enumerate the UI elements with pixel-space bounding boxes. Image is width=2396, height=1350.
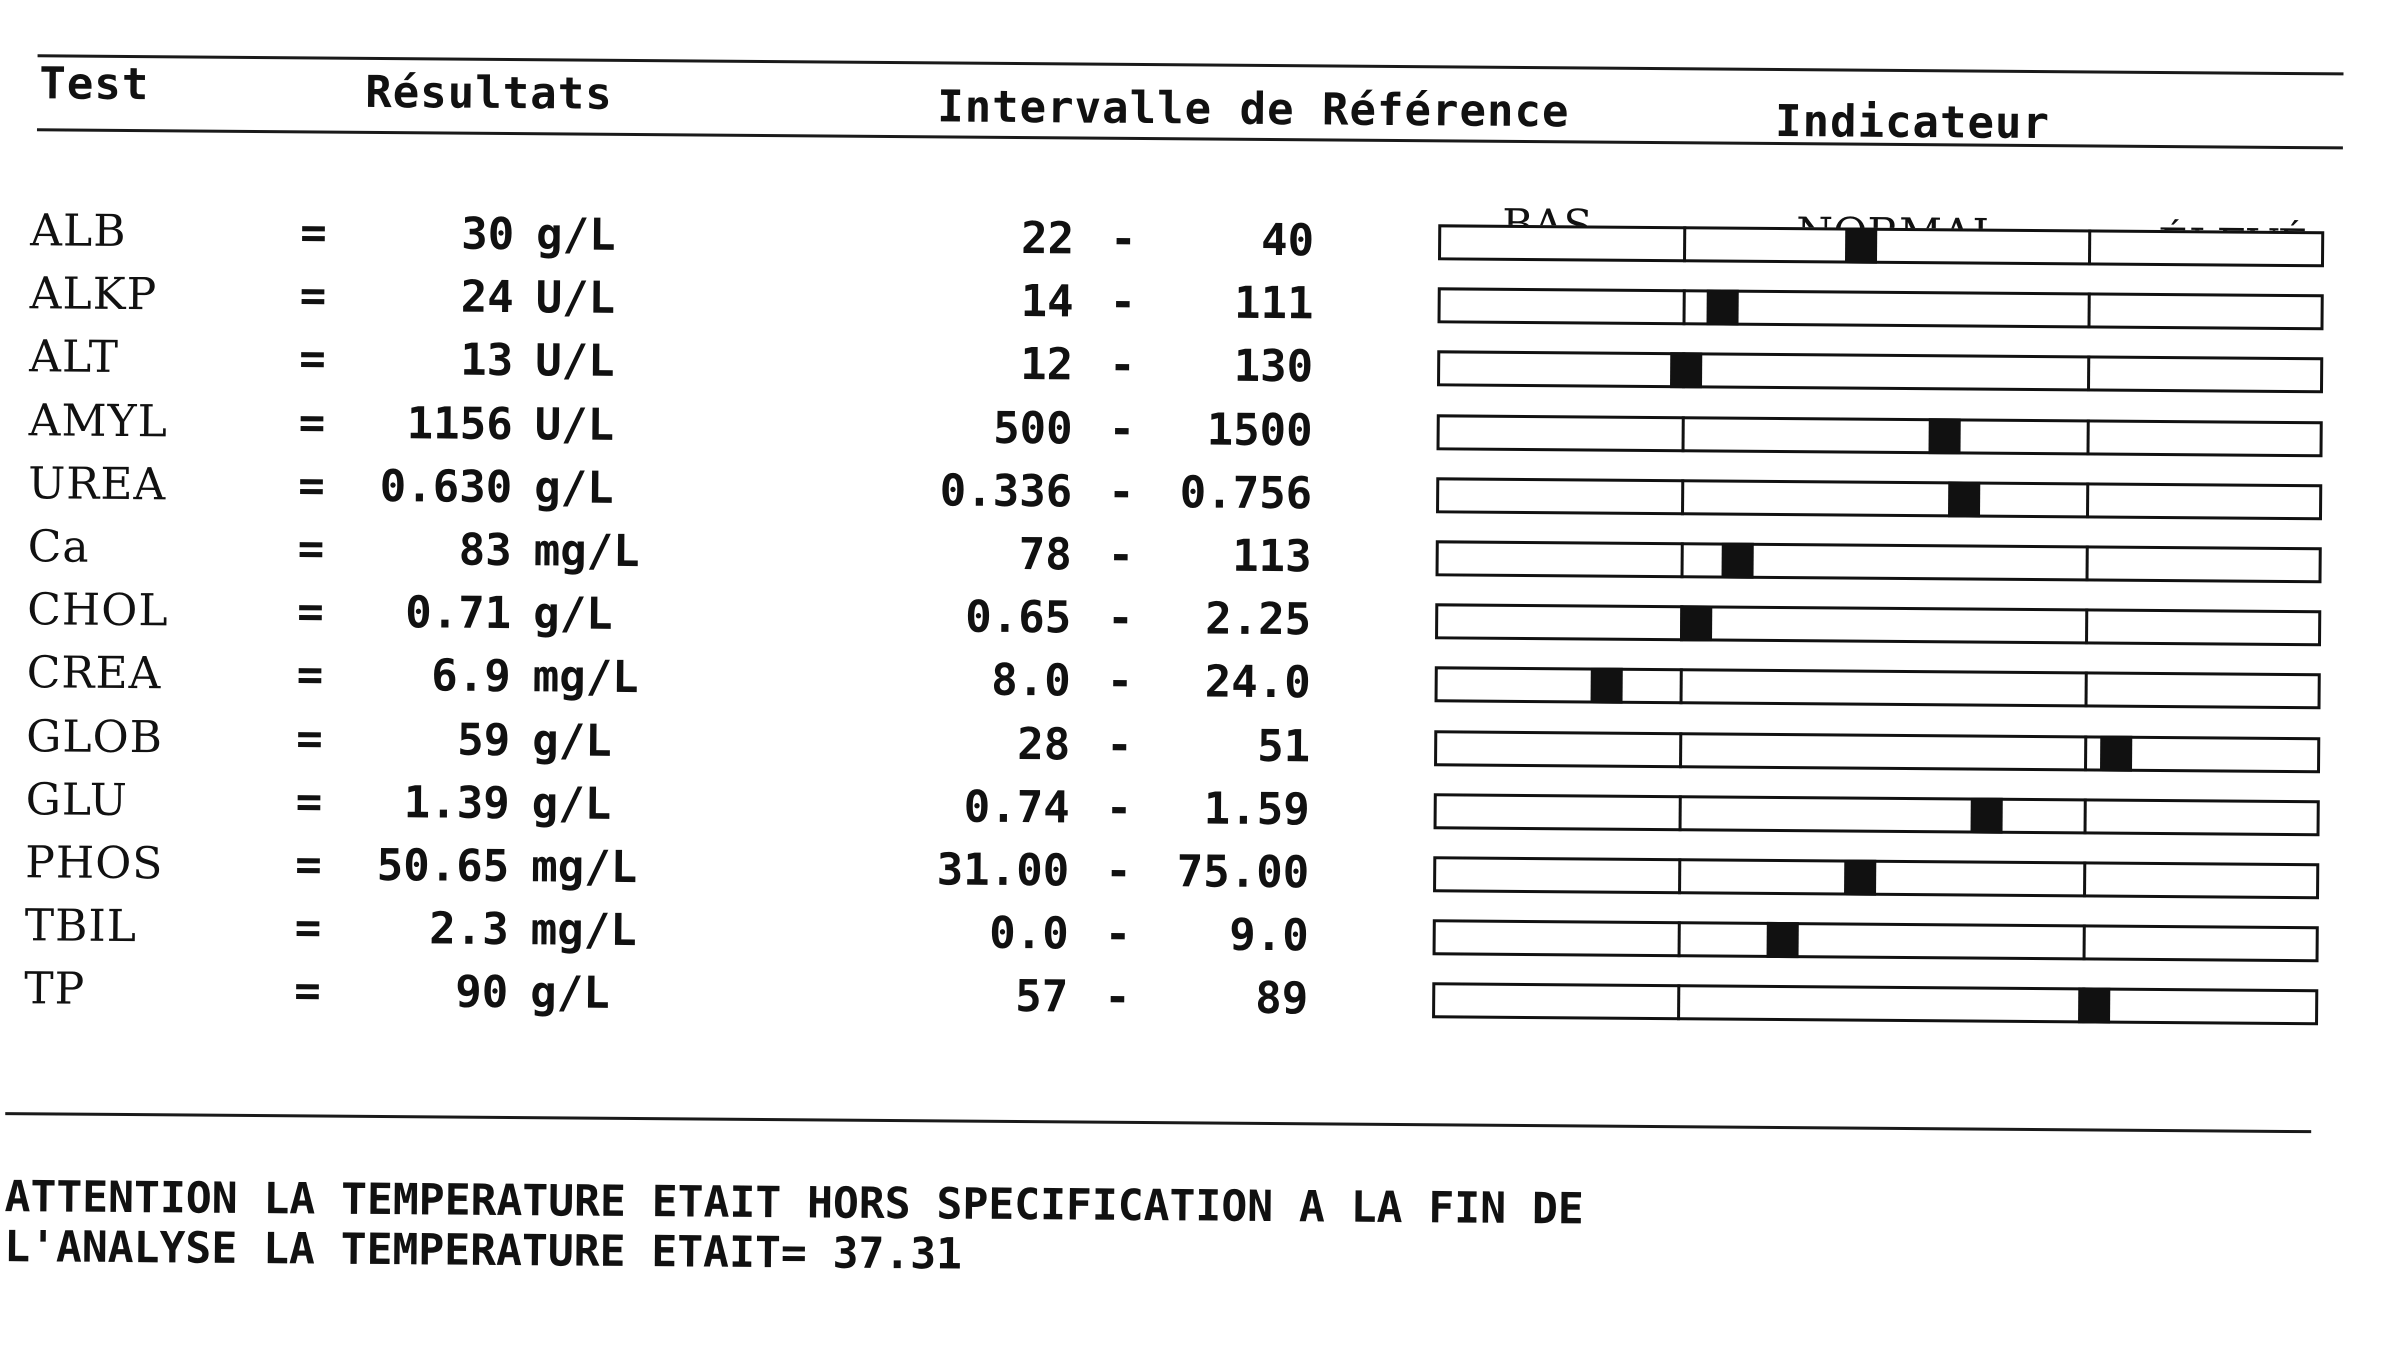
result-value: 50.65 — [376, 839, 510, 893]
reference-dash: - — [1105, 782, 1133, 834]
indicator-high-boundary — [2084, 672, 2087, 708]
equals-sign: = — [295, 839, 322, 891]
result-unit: g/L — [532, 588, 613, 641]
equals-sign: = — [296, 712, 323, 765]
indicator-marker — [1767, 922, 1799, 958]
result-unit: g/L — [535, 209, 616, 261]
result-value: 6.9 — [431, 650, 511, 703]
indicator-low-boundary — [1679, 732, 1682, 768]
indicator-bar — [1434, 793, 2320, 836]
indicator-low-boundary — [1681, 542, 1684, 578]
reference-high: 24.0 — [1204, 656, 1311, 709]
reference-dash: - — [1108, 340, 1136, 392]
reference-high: 9.0 — [1229, 909, 1309, 962]
reference-dash: - — [1104, 845, 1132, 897]
indicator-marker — [1970, 797, 2002, 833]
result-value: 0.71 — [405, 587, 512, 640]
result-value: 13 — [459, 335, 514, 387]
reference-high: 40 — [1260, 214, 1315, 267]
reference-low: 28 — [1017, 718, 1071, 771]
indicator-low-boundary — [1681, 479, 1684, 515]
indicator-low-boundary — [1678, 858, 1681, 894]
test-name: Ca — [27, 521, 90, 573]
result-unit: g/L — [532, 714, 612, 767]
reference-high: 89 — [1255, 973, 1309, 1025]
indicator-high-boundary — [2087, 356, 2090, 392]
result-value: 30 — [460, 208, 515, 261]
indicator-low-boundary — [1682, 289, 1685, 325]
indicator-high-boundary — [2083, 861, 2086, 897]
warning-line-2: L'ANALYSE LA TEMPERATURE ETAIT= 37.31 — [4, 1222, 963, 1280]
indicator-low-boundary — [1683, 226, 1686, 262]
equals-sign: = — [297, 586, 324, 638]
reference-high: 113 — [1231, 530, 1312, 583]
indicator-high-boundary — [2085, 609, 2088, 645]
result-unit: U/L — [534, 335, 615, 388]
indicator-high-boundary — [2085, 545, 2088, 581]
indicator-low-boundary — [1679, 795, 1682, 831]
indicator-bar — [1433, 856, 2319, 899]
result-value: 1.39 — [403, 776, 510, 829]
result-unit: g/L — [531, 777, 612, 830]
equals-sign: = — [296, 649, 324, 701]
indicator-marker — [1707, 290, 1739, 326]
test-name: ALKP — [29, 268, 158, 321]
test-name: GLU — [25, 774, 128, 826]
reference-dash: - — [1104, 908, 1132, 961]
equals-sign: = — [299, 207, 327, 259]
bottom-rule — [5, 1112, 2311, 1133]
indicator-bar — [1437, 414, 2323, 457]
result-value: 59 — [457, 714, 511, 766]
equals-sign: = — [297, 523, 325, 575]
reference-dash: - — [1106, 592, 1134, 645]
equals-sign: = — [299, 270, 327, 322]
warning-line-1: ATTENTION LA TEMPERATURE ETAIT HORS SPECIFICATION A LA FIN DE — [4, 1172, 1584, 1235]
test-name: PHOS — [25, 837, 164, 890]
reference-dash: - — [1109, 213, 1137, 265]
indicator-low-boundary — [1677, 985, 1680, 1021]
header-reference: Intervalle de Référence — [936, 81, 1570, 138]
header-results: Résultats — [365, 66, 613, 120]
indicator-marker — [1845, 228, 1877, 264]
indicator-low-boundary — [1680, 669, 1683, 705]
reference-dash: - — [1106, 656, 1134, 708]
result-value: 2.3 — [429, 903, 509, 956]
reference-high: 75.00 — [1176, 846, 1310, 899]
indicator-marker — [1721, 543, 1753, 579]
indicator-bar — [1434, 730, 2320, 773]
equals-sign: = — [294, 965, 321, 1017]
test-name: GLOB — [26, 710, 164, 763]
indicator-bar — [1436, 477, 2322, 520]
reference-high: 2.25 — [1205, 593, 1312, 646]
reference-low: 31.00 — [936, 844, 1070, 897]
header-test: Test — [39, 58, 150, 111]
reference-low: 0.74 — [963, 781, 1070, 834]
reference-dash: - — [1107, 466, 1135, 518]
reference-high: 1500 — [1206, 404, 1313, 456]
result-unit: mg/L — [530, 904, 637, 957]
result-value: 24 — [460, 271, 514, 324]
reference-dash: - — [1107, 529, 1135, 581]
test-name: ALT — [28, 331, 120, 384]
indicator-marker — [1670, 353, 1702, 389]
indicator-high-boundary — [2086, 482, 2089, 518]
indicator-high-boundary — [2088, 229, 2091, 265]
indicator-marker — [1844, 860, 1876, 896]
result-value: 83 — [458, 524, 512, 577]
indicator-bar — [1438, 287, 2324, 330]
indicator-bar — [1436, 540, 2322, 583]
reference-dash: - — [1109, 276, 1137, 329]
indicator-bar — [1435, 667, 2321, 710]
reference-dash: - — [1105, 719, 1133, 771]
reference-high: 130 — [1233, 341, 1314, 393]
test-name: AMYL — [28, 394, 168, 447]
reference-low: 0.65 — [965, 591, 1072, 644]
indicator-marker — [1591, 668, 1623, 704]
reference-low: 12 — [1019, 339, 1074, 391]
reference-high: 111 — [1233, 277, 1314, 330]
test-name: CREA — [26, 647, 162, 700]
indicator-high-boundary — [2082, 925, 2085, 961]
equals-sign: = — [294, 902, 322, 954]
result-value: 90 — [455, 966, 509, 1019]
result-unit: g/L — [530, 967, 610, 1020]
indicator-marker — [1948, 481, 1980, 517]
indicator-bar — [1437, 351, 2323, 394]
test-name: UREA — [28, 458, 167, 511]
indicator-high-boundary — [2086, 419, 2089, 455]
result-unit: U/L — [535, 272, 616, 325]
reference-high: 51 — [1256, 720, 1311, 772]
header-indicator: Indicateur — [1774, 95, 2051, 150]
test-name: TP — [24, 963, 86, 1016]
indicator-marker — [2078, 988, 2110, 1024]
reference-low: 0.0 — [989, 907, 1069, 960]
reference-low: 22 — [1020, 213, 1075, 265]
reference-low: 8.0 — [990, 655, 1071, 707]
reference-high: 1.59 — [1203, 783, 1310, 836]
test-name: CHOL — [27, 584, 169, 637]
indicator-bar — [1435, 603, 2321, 646]
reference-dash: - — [1103, 972, 1131, 1024]
indicator-bar — [1438, 224, 2324, 267]
result-unit: U/L — [534, 398, 615, 451]
reference-low: 500 — [992, 402, 1073, 455]
indicator-bar — [1433, 919, 2319, 962]
result-value: 1156 — [406, 397, 513, 450]
indicator-low-boundary — [1682, 416, 1685, 452]
result-unit: mg/L — [533, 525, 640, 578]
result-unit: mg/L — [532, 651, 639, 704]
indicator-marker — [1680, 605, 1712, 641]
reference-high: 0.756 — [1179, 467, 1313, 520]
test-name: ALB — [29, 205, 127, 257]
equals-sign: = — [295, 776, 323, 828]
equals-sign: = — [297, 460, 325, 512]
result-unit: g/L — [533, 462, 614, 514]
result-value: 0.630 — [379, 460, 513, 513]
temperature-warning — [4, 1172, 1584, 1284]
reference-low: 57 — [1015, 971, 1069, 1023]
indicator-high-boundary — [2084, 735, 2087, 771]
indicator-bar — [1432, 983, 2318, 1026]
result-unit: mg/L — [531, 841, 638, 894]
reference-low: 0.336 — [939, 465, 1073, 518]
test-name: TBIL — [24, 900, 138, 953]
reference-low: 78 — [1018, 529, 1072, 581]
equals-sign: = — [298, 333, 326, 385]
indicator-high-boundary — [2087, 293, 2090, 329]
indicator-high-boundary — [2083, 798, 2086, 834]
indicator-low-boundary — [1678, 921, 1681, 957]
equals-sign: = — [298, 396, 326, 449]
reference-low: 14 — [1020, 276, 1074, 328]
reference-dash: - — [1108, 403, 1136, 455]
indicator-marker — [2100, 735, 2132, 771]
indicator-marker — [1929, 418, 1961, 454]
